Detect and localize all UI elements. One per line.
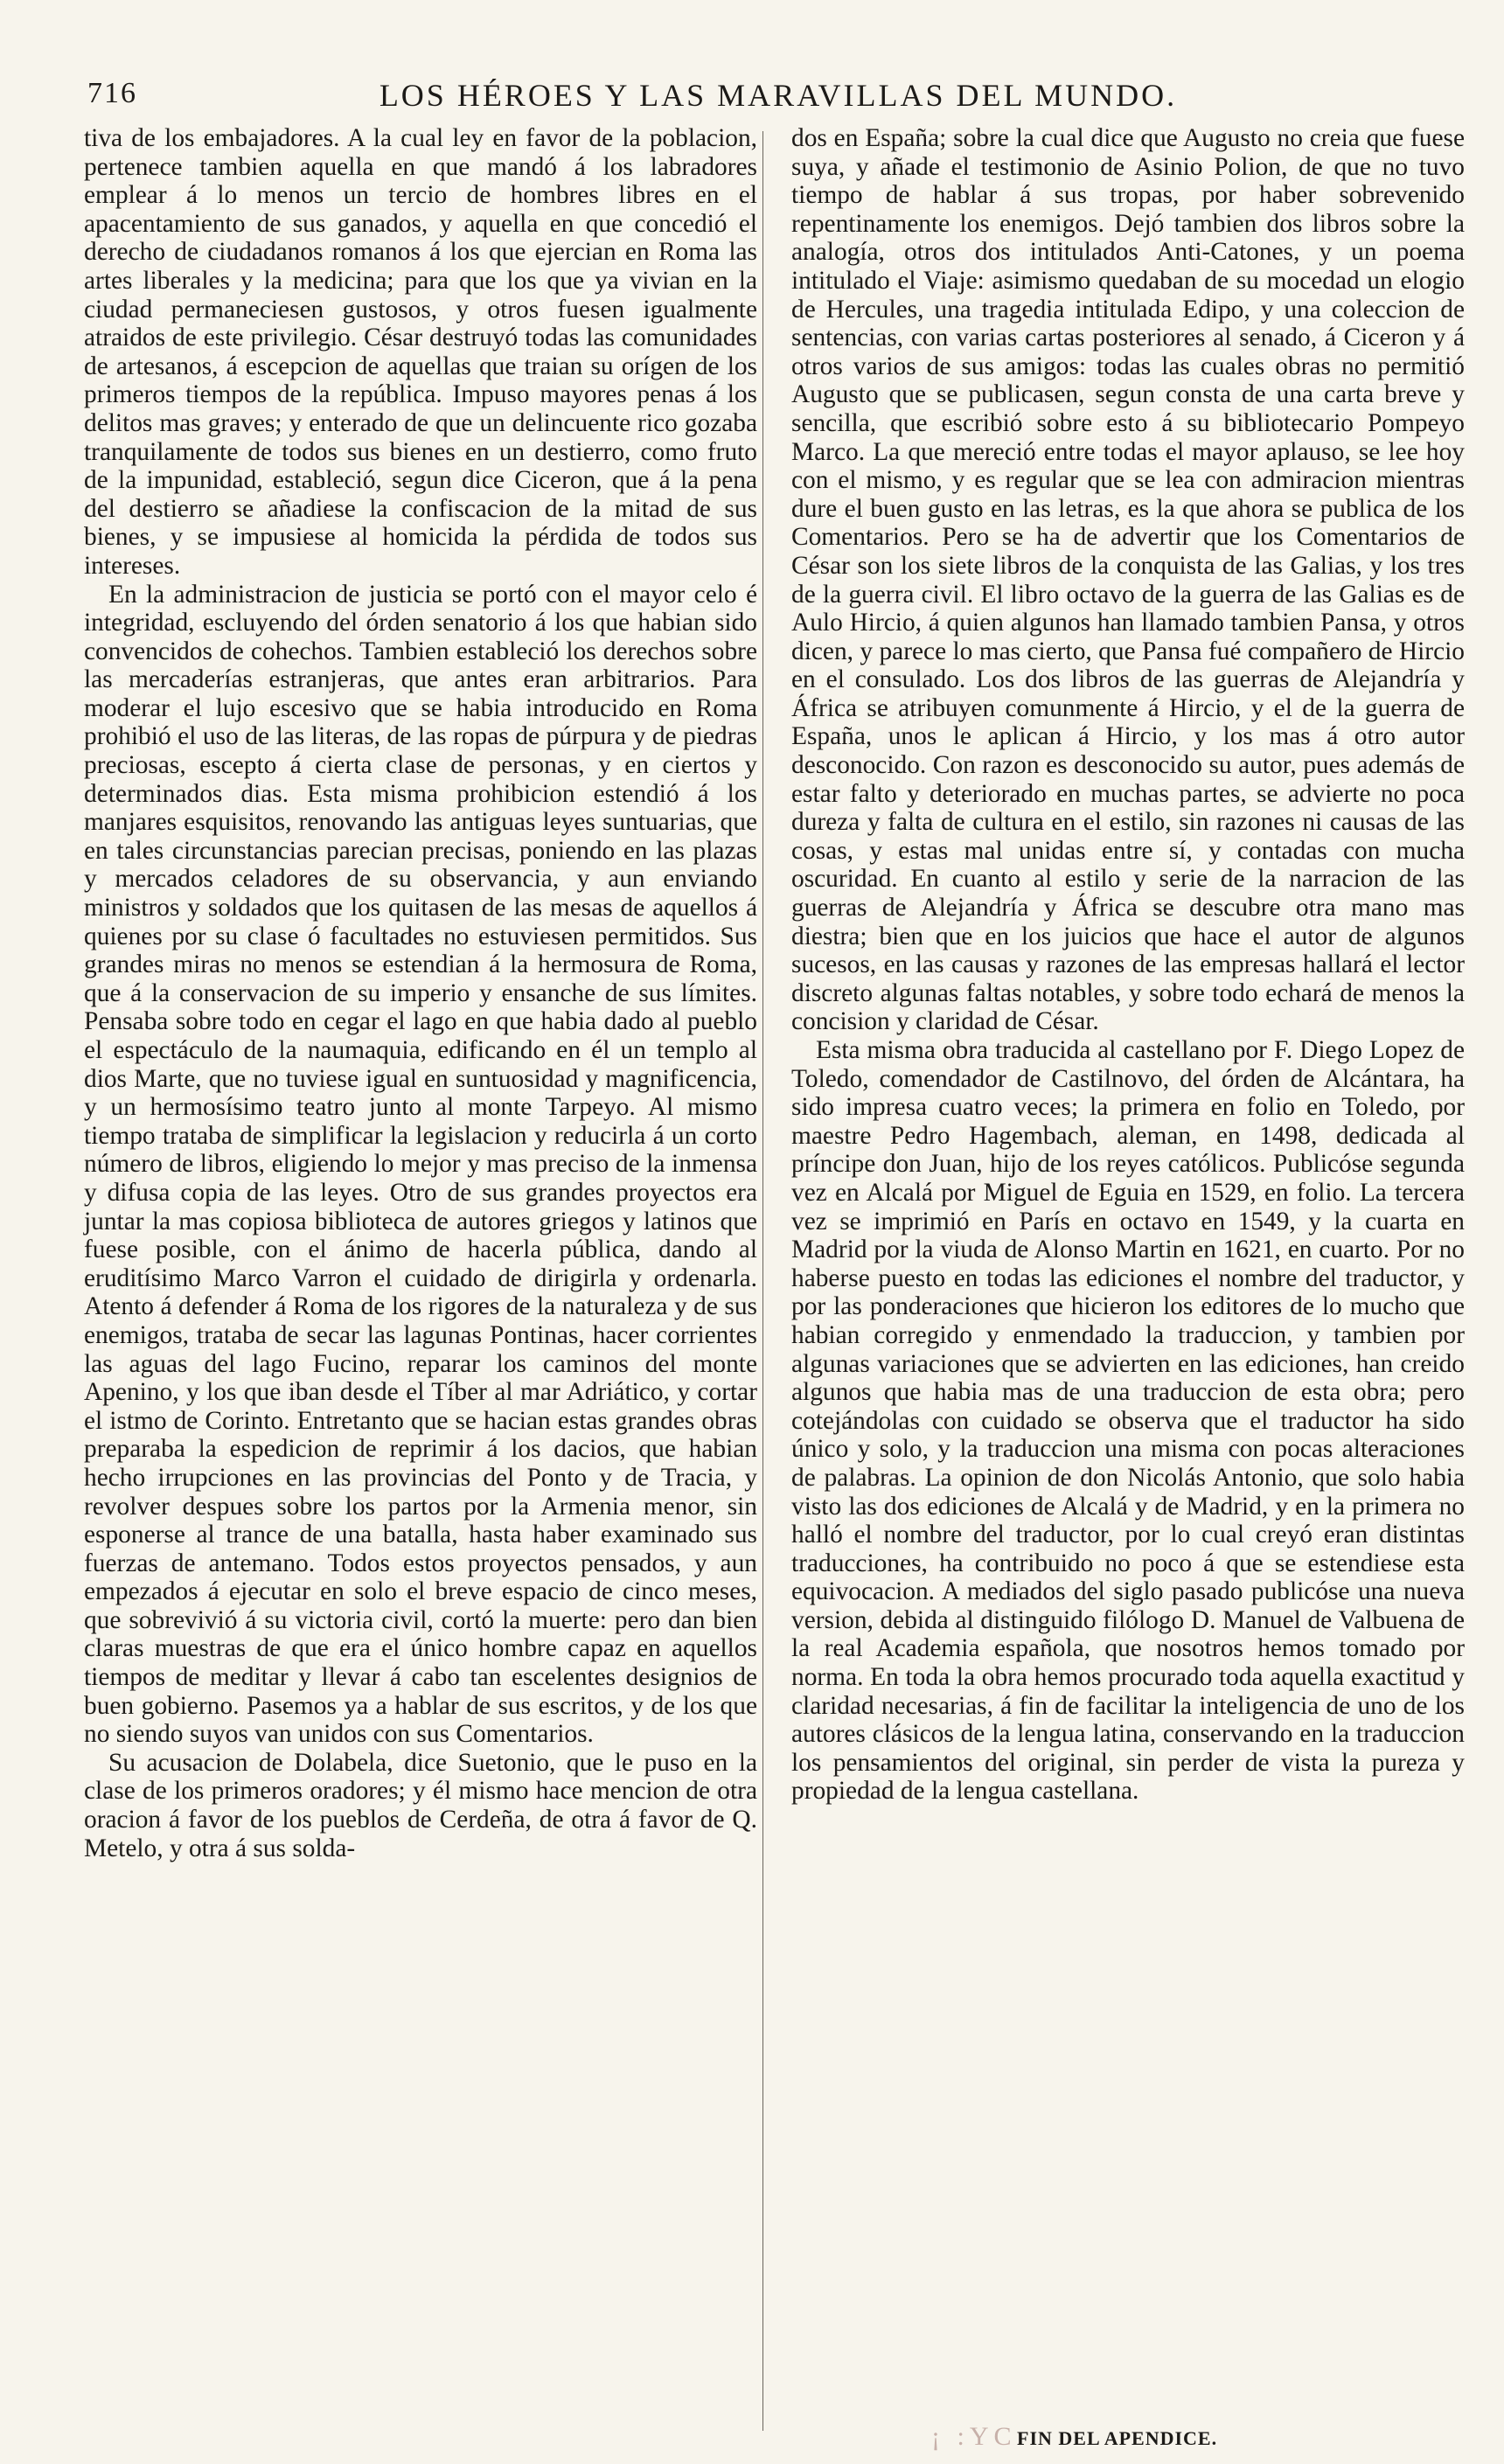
page-number: 716 [87,77,137,109]
paragraph: tiva de los embajadores. A la cual ley en favor de la poblacion, pertenece tambien aquella en que mandó á los labradores emplear á lo menos un tercio de hombres libres en el apacentamiento de sus ganados, y aquella en que concedió el derecho de ciudadanos romanos á los que ejercian en Roma las artes liberales y la medicina; para que los que ya vivian en la ciudad permaneciesen gustosos, y otros fuesen igualmente atraidos de este privilegio. César destruyó todas las comunidades de artesanos, á escepcion de aquellas que traian su orígen de los primeros tiempos de la república. Impuso mayores penas á los delitos mas graves; y enterado de que un delincuente rico gozaba tranquilamente de todos sus bienes en un destierro, como fruto de la impunidad, estableció, segun dice Ciceron, que á la pena del destierro se añadiese la confiscacion de la mitad de sus bienes, y se impusiese al homicida la pérdida de todos sus intereses. [84,124,757,580]
paragraph: Esta misma obra traducida al castellano por F. Diego Lopez de Toledo, comendador de Castilnovo, del órden de Alcántara, ha sido impresa cuatro veces; la primera en folio en Toledo, por maestre Pedro Hagembach, aleman, en 1498, dedicada al príncipe don Juan, hijo de los reyes católicos. Publicóse segunda vez en Alcalá por Miguel de Eguia en 1529, en folio. La tercera vez se imprimió en París en octavo en 1549, y la cuarta en Madrid por la viuda de Alonso Martin en 1621, en cuarto. Por no haberse puesto en todas las ediciones el nombre del traductor, y por las ponderaciones que hicieron los editores de lo mucho que habian corregido y enmendado la traduccion, y tambien por algunas variaciones que se advierten en las ediciones, han creido algunos que habia mas de una traduccion de esta obra; pero cotejándolas con cuidado se observa que el traductor ha sido único y solo, y la traduccion una misma con pocas alteraciones de palabras. La opinion de don Nicolás Antonio, que solo habia visto las dos ediciones de Alcalá y de Madrid, y en la primera no halló el nombre del traductor, por lo cual creyó eran distintas traducciones, ha contribuido no poco á que se estendiese esta equivocacion. A mediados del siglo pasado publicóse una nueva version, debida al distinguido filólogo D. Manuel de Valbuena de la real Academia española, que nosotros hemos tomado por norma. En toda la obra hemos procurado toda aquella exactitud y claridad necesarias, á fin de facilitar la inteligencia de uno de los autores clásicos de la lengua latina, conservando en la traduccion los pensamientos del original, sin perder de vista la pureza y propiedad de la lengua castellana. [791,1036,1465,1806]
right-column [791,124,1465,1806]
running-title: LOS HÉROES Y LAS MARAVILLAS DEL MUNDO. [379,78,1178,113]
end-label: FIN DEL APENDICE. [1017,2427,1218,2449]
library-stamp: ¡ :YC: [931,2422,1029,2451]
column-divider [762,131,763,2431]
left-column [84,124,757,1862]
end-of-appendix [791,2422,1465,2457]
paragraph: En la administracion de justicia se portó con el mayor celo é integridad, escluyendo del órden senatorio á los que habian sido convencidos de cohechos. Tambien estableció los derechos sobre las mercaderías estranjeras, que antes eran arbitrarios. Para moderar el lujo escesivo que se habia introducido en Roma prohibió el uso de las literas, de las ropas de púrpura y de piedras preciosas, escepto á cierta clase de personas, y en ciertos y determinados dias. Esta misma prohibicion estendió á los manjares esquisitos, renovando las antiguas leyes suntuarias, que en tales circunstancias parecian precisas, poniendo en las plazas y mercados celadores de su observancia, y aun enviando ministros y soldados que los quitasen de las mesas de aquellos á quienes por su clase ó facultades no estuviesen permitidos. Sus grandes miras no menos se estendian á la hermosura de Roma, que á la conservacion de su imperio y ensanche de sus límites. Pensaba sobre todo en cegar el lago en que habia dado al pueblo el espectáculo de la naumaquia, edificando en él un templo al dios Marte, que no tuviese igual en suntuosidad y magnificencia, y un hermosísimo teatro junto al monte Tarpeyo. Al mismo tiempo trataba de simplificar la legislacion y reducirla á un corto número de libros, eligiendo lo mejor y mas preciso de la inmensa y difusa copia de las leyes. Otro de sus grandes proyectos era juntar la mas copiosa biblioteca de autores griegos y latinos que fuese posible, con el ánimo de hacerla pública, dando al eruditísimo Marco Varron el cuidado de dirigirla y ordenarla. Atento á defender á Roma de los rigores de la naturaleza y de sus enemigos, trataba de secar las lagunas Pontinas, hacer corrientes las aguas del lago Fucino, reparar los caminos del monte Apenino, y los que iban desde el Tíber al mar Adriático, y cortar el istmo de Corinto. Entretanto que se hacian estas grandes obras preparaba la espedicion de reprimir á los dacios, que habian hecho irrupciones en las provincias del Ponto y de Tracia, y revolver despues sobre los partos por la Armenia menor, sin esponerse al trance de una batalla, hasta haber examinado sus fuerzas de antemano. Todos estos proyectos pensados, y aun empezados á ejecutar en solo el breve espacio de cinco meses, que sobrevivió á su victoria civil, cortó la muerte: pero dan bien claras muestras de que era el único hombre capaz en aquellos tiempos de meditar y llevar á cabo tan escelentes designios de buen gobierno. Pasemos ya a hablar de sus escritos, y de los que no siendo suyos van unidos con sus Comentarios. [84,580,757,1749]
paragraph: Su acusacion de Dolabela, dice Suetonio, que le puso en la clase de los primeros oradores; y él mismo hace mencion de otra oracion á favor de los pueblos de Cerdeña, de otra á favor de Q. Metelo, y otra á sus solda- [84,1748,757,1862]
page-header [87,77,1469,119]
paragraph: dos en España; sobre la cual dice que Augusto no creia que fuese suya, y añade el testimonio de Asinio Polion, de que no tuvo tiempo de hablar á sus tropas, por haber sobrevenido repentinamente los enemigos. Dejó tambien dos libros sobre la analogía, otros dos intitulados Anti-Catones, y un poema intitulado el Viaje: asimismo quedaban de su mocedad un elogio de Hercules, una tragedia intitulada Edipo, y una coleccion de sentencias, con varias cartas posteriores al senado, á Ciceron y á otros varios de sus amigos: todas las cuales obras no permitió Augusto que se publicasen, segun consta de una carta breve y sencilla, que escribió sobre esto á su bibliotecario Pompeyo Marco. La que mereció entre todas el mayor aplauso, se lee hoy con el mismo, y es regular que se lea con admiracion mientras dure el buen gusto en las letras, es la que ahora se publica de los Comentarios. Pero se ha de advertir que los Comentarios de César son los siete libros de la conquista de las Galias, y los tres de la guerra civil. El libro octavo de la guerra de las Galias es de Aulo Hircio, á quien algunos han llamado tambien Pansa, y otros dicen, y parece lo mas cierto, que Pansa fué compañero de Hircio en el consulado. Los dos libros de las guerras de Alejandría y África se atribuyen comunmente á Hircio, y el de la guerra de España, unos le aplican á Hircio, y los mas á otro autor desconocido. Con razon es desconocido su autor, pues además de estar falto y deteriorado en muchas partes, se advierte no poca dureza y falta de cultura en el estilo, sin razones ni causas de las cosas, y estas mal unidas entre sí, y contadas con mucha oscuridad. En cuanto al estilo y serie de la narracion de las guerras de Alejandría y África se descubre otra mano mas diestra; bien que en los juicios que hace el autor de algunos sucesos, en las causas y razones de las empresas hallará el lector discreto algunas faltas notables, y sobre todo echará de menos la concision y claridad de César. [791,124,1465,1036]
